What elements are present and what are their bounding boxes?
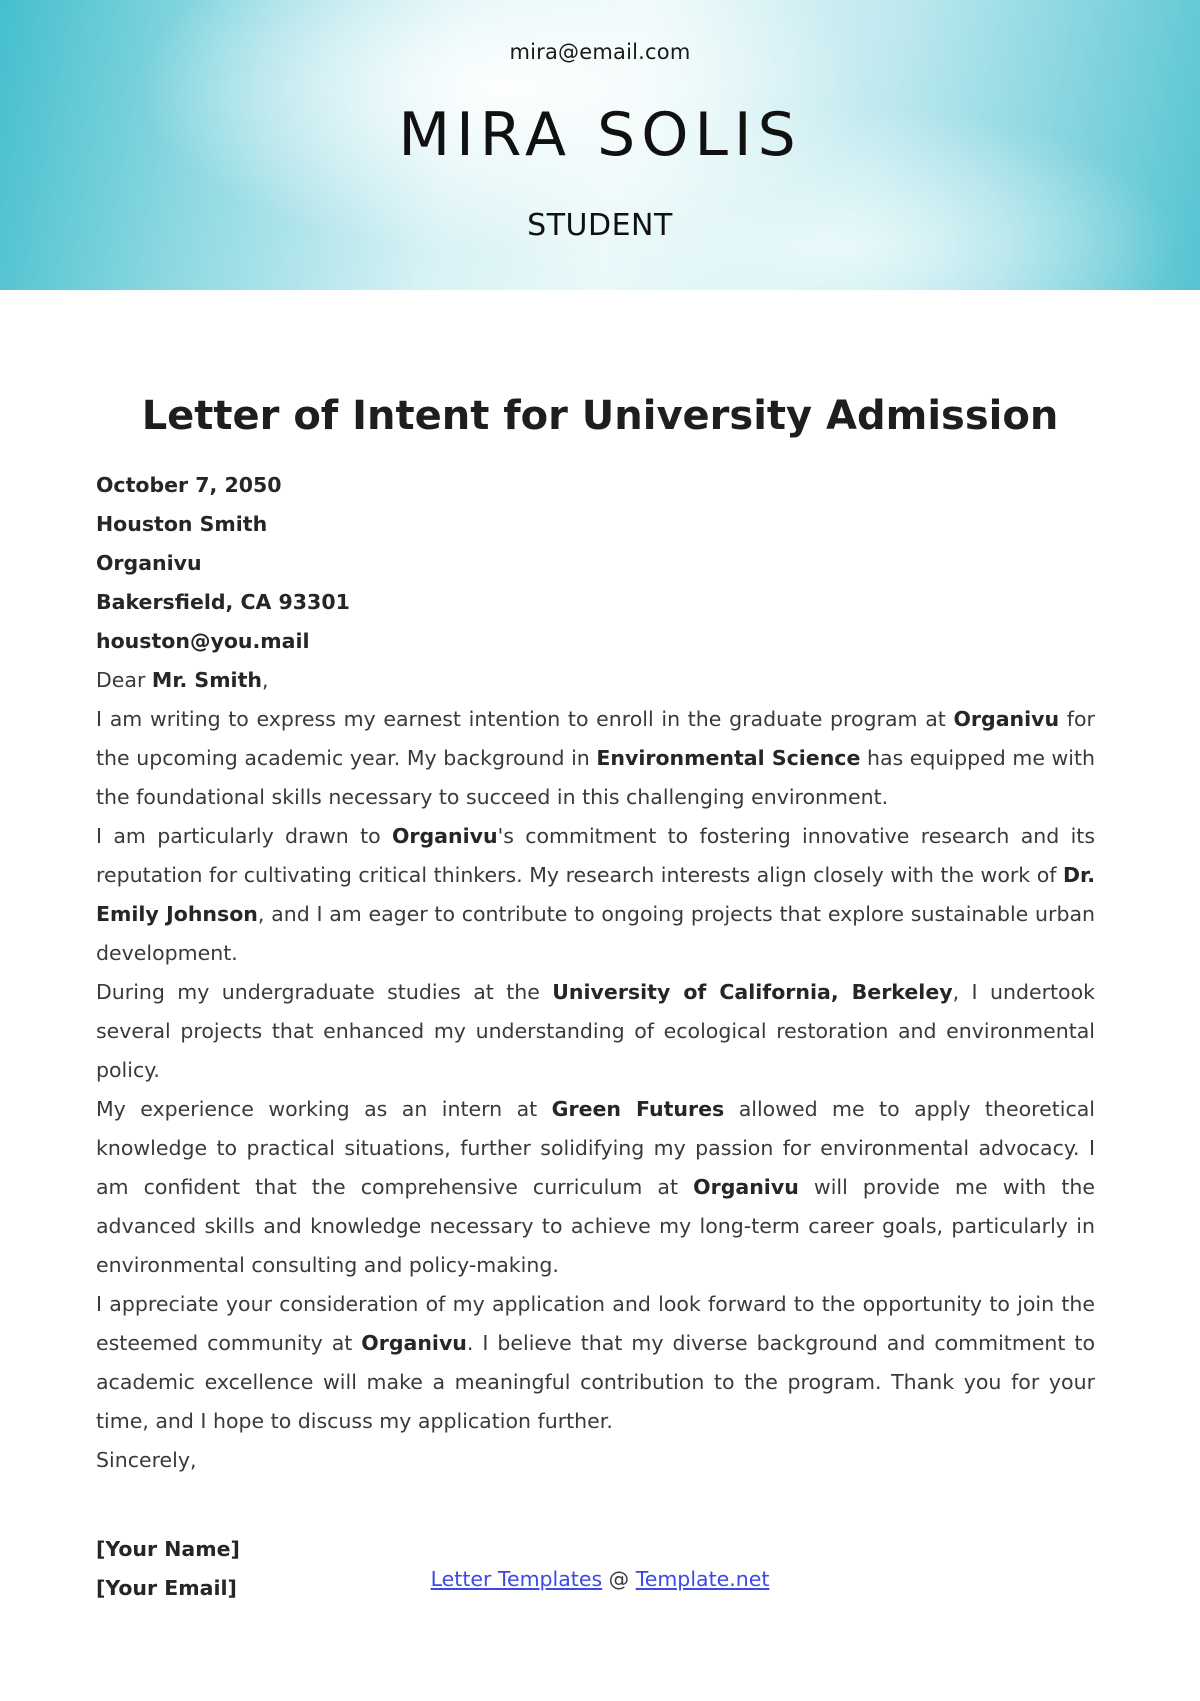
salutation-suffix: ,: [261, 668, 269, 692]
bold-text: Organivu: [361, 1331, 467, 1355]
paragraph-text: I am writing to express my earnest intention to enroll in the graduate program at: [96, 707, 954, 731]
paragraph-text: for the upcoming academic year. My background in: [96, 707, 1095, 770]
template-net-link[interactable]: Template.net: [635, 1567, 770, 1591]
paragraph-text: allowed me to apply theoretical knowledge to practical situations, further solidifying my passion for environmental advocacy. I am confident that the comprehensive curriculum at: [96, 1097, 1095, 1199]
closing: Sincerely,: [96, 1448, 197, 1472]
recipient-email: houston@you.mail: [96, 629, 310, 653]
recipient-name: Houston Smith: [96, 512, 268, 536]
footer-separator: @: [602, 1567, 636, 1591]
sender-role: STUDENT: [527, 208, 673, 243]
salutation: [96, 661, 1095, 700]
letter-date: October 7, 2050: [96, 473, 282, 497]
body-paragraph: [96, 973, 1095, 1090]
sender-email: mira@email.com: [509, 40, 691, 64]
header-banner: [0, 0, 1200, 290]
bold-text: University of California, Berkeley: [552, 980, 953, 1004]
bold-text: Organivu: [953, 707, 1060, 731]
letter-templates-link[interactable]: Letter Templates: [430, 1567, 603, 1591]
signature-name: [Your Name]: [96, 1537, 240, 1561]
body-paragraph: [96, 700, 1095, 817]
bold-text: Organivu: [391, 824, 498, 848]
bold-text: Environmental Science: [596, 746, 861, 770]
paragraph-text: My experience working as an intern at: [96, 1097, 552, 1121]
letter-body: [96, 466, 1095, 1608]
recipient-organization: Organivu: [96, 551, 202, 575]
body-paragraph: [96, 817, 1095, 973]
salutation-name: Mr. Smith: [151, 668, 262, 692]
paragraph-text: . I believe that my diverse background and commitment to academic excellence will make a meaningful contribution to the program. Thank you for your time, and I hope to discuss my application further.: [96, 1331, 1096, 1433]
letter-paragraphs: [96, 700, 1095, 1441]
body-paragraph: [96, 1090, 1095, 1285]
paragraph-text: During my undergraduate studies at the: [96, 980, 553, 1004]
recipient-address: Bakersfield, CA 93301: [96, 590, 350, 614]
sender-name: MIRA SOLIS: [398, 100, 802, 170]
bold-text: Organivu: [693, 1175, 799, 1199]
bold-text: Green Futures: [551, 1097, 725, 1121]
signature-email: [Your Email]: [96, 1576, 237, 1600]
body-paragraph: [96, 1285, 1095, 1441]
paragraph-text: , I undertook several projects that enhanced my understanding of ecological restoration and environmental policy.: [96, 980, 1095, 1082]
paragraph-text: 's commitment to fostering innovative research and its reputation for cultivating critical thinkers. My research interests align closely with the work of: [96, 824, 1096, 887]
bold-text: Dr. Emily Johnson: [96, 863, 1095, 926]
paragraph-text: has equipped me with the foundational skills necessary to succeed in this challenging environment.: [96, 746, 1096, 809]
paragraph-text: , and I am eager to contribute to ongoing projects that explore sustainable urban development.: [96, 902, 1096, 965]
signature-spacer: [96, 1480, 1095, 1530]
paragraph-text: I appreciate your consideration of my application and look forward to the opportunity to join the esteemed community at: [96, 1292, 1095, 1355]
paragraph-text: will provide me with the advanced skills and knowledge necessary to achieve my long-term career goals, particularly in environmental consulting and policy-making.: [96, 1175, 1096, 1277]
paragraph-text: I am particularly drawn to: [96, 824, 392, 848]
footer: [0, 1567, 1200, 1591]
letter-title: Letter of Intent for University Admission: [141, 393, 1059, 439]
salutation-prefix: Dear: [96, 668, 146, 692]
